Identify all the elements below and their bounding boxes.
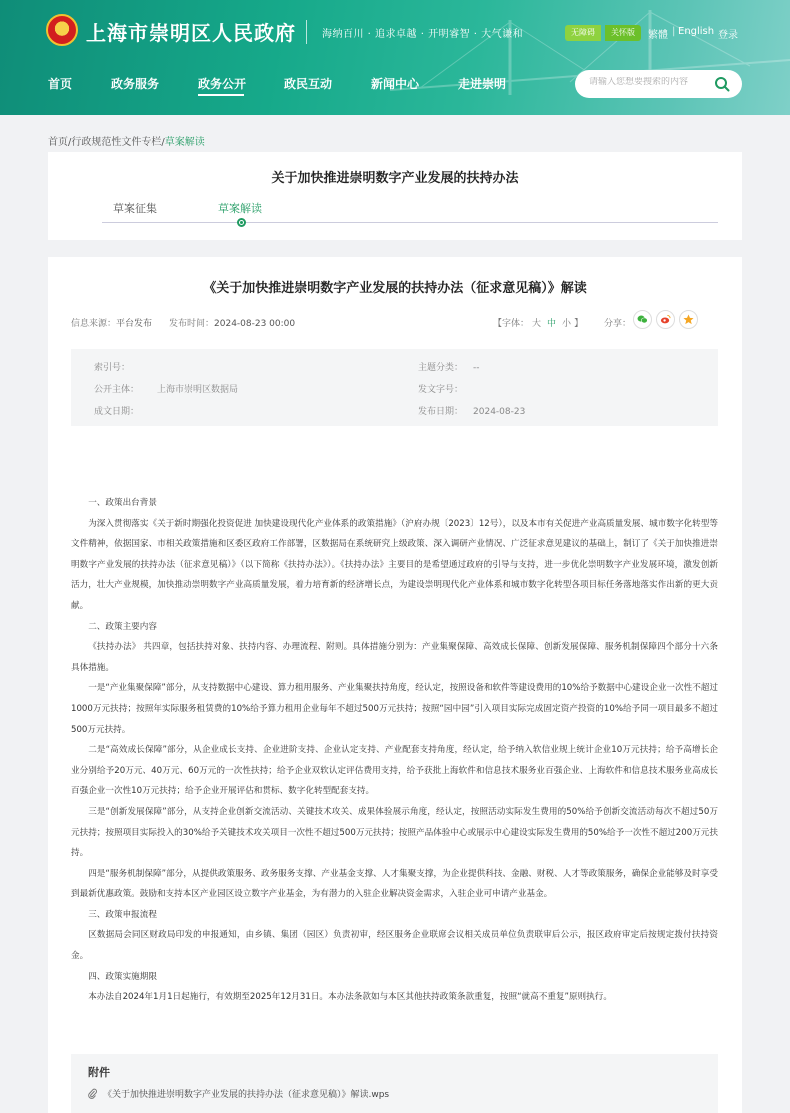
article-body: [71, 493, 718, 1008]
font-small-button[interactable]: 小: [562, 319, 572, 329]
info-published: [418, 404, 525, 417]
published-value: 2024-08-23: [473, 407, 526, 417]
publisher-value: 上海市崇明区数据局: [157, 385, 239, 395]
nav-item-news[interactable]: 新闻中心: [371, 77, 420, 91]
share-label: 分享：: [604, 319, 632, 329]
attachment-filename[interactable]: 《关于加快推进崇明数字产业发展的扶持办法（征求意见稿）》解读.wps: [103, 1090, 390, 1100]
body-paragraph: 一是“产业集聚保障”部分，从支持数据中心建设、算力租用服务、产业集聚扶持角度，经认定，按照设备和软件等建设费用的10%给予数据中心建设企业一次性不超过1000万元扶持；按照年实际服务租赁费的10%给予算力租用企业每年不超过500万元扶持；按照“园中园”引入项目实际完成固定资产投资的10%给予同一项目最多不超过500万元扶持。: [71, 683, 718, 735]
tab-draft-collection[interactable]: 草案征集: [113, 202, 157, 215]
search-icon[interactable]: [714, 76, 730, 92]
date-label: 发布时间：: [169, 319, 215, 329]
info-publisher: [94, 382, 238, 395]
traditional-chinese-link[interactable]: 繁體: [648, 30, 668, 41]
nav-item-home[interactable]: 首页: [48, 77, 73, 91]
site-slogan: 海纳百川 · 追求卓越 · 开明睿智 · 大气谦和: [322, 29, 524, 40]
login-link[interactable]: 登录: [718, 30, 738, 41]
breadcrumb-home[interactable]: 首页: [48, 137, 68, 148]
wechat-icon: [637, 314, 648, 325]
english-link[interactable]: English: [678, 26, 715, 37]
info-created: [94, 404, 157, 417]
accessible-mode-button[interactable]: 无障碍: [565, 25, 601, 41]
section-heading: 一、政策出台背景: [88, 498, 157, 508]
docno-label: 发文字号：: [418, 385, 464, 395]
tab-timeline: [102, 222, 718, 223]
created-label: 成文日期：: [94, 407, 140, 417]
topic-value: --: [473, 363, 480, 373]
index-label: 索引号：: [94, 363, 131, 373]
search-input[interactable]: [589, 77, 709, 87]
share-weibo-button[interactable]: [656, 310, 675, 329]
link-separator: |: [672, 26, 676, 37]
site-header: [0, 0, 790, 115]
breadcrumb: [48, 133, 205, 148]
breadcrumb-separator: /: [161, 137, 165, 148]
search-box: [575, 70, 742, 98]
attachment-box: [71, 1054, 718, 1113]
attachment-title: 附件: [88, 1066, 110, 1079]
active-tab-dot: [237, 218, 246, 227]
nav-active-indicator: [198, 94, 244, 96]
section-heading: 三、政策申报流程: [88, 909, 157, 920]
body-paragraph: 本办法自2024年1月1日起施行，有效期至2025年12月31日。本办法条款如与本区其他扶持政策条款重复，按照“就高不重复”原则执行。: [88, 992, 612, 1003]
nav-item-services[interactable]: 政务服务: [111, 77, 160, 91]
nav-item-interaction[interactable]: 政民互动: [284, 77, 333, 91]
font-close: 】: [574, 319, 584, 329]
publisher-label: 公开主体：: [94, 385, 140, 395]
date-value: 2024-08-23 00:00: [214, 319, 296, 329]
share-favorite-button[interactable]: [679, 310, 698, 329]
star-icon: [683, 314, 694, 325]
attachment-link[interactable]: [88, 1087, 389, 1100]
body-paragraph: 四是“服务机制保障”部分，从提供政策服务、政务服务支撑、产业基金支撑、人才集聚支撑，为企业提供科技、金融、财税、人才等政策服务，确保企业能够及时享受到最新优惠政策。鼓励和支持本区产业园区设立数字产业基金，为有潜力的入驻企业解决资金需求，入驻企业可申请产业基金。: [71, 868, 718, 900]
national-emblem-logo: [46, 14, 78, 46]
body-paragraph: 为深入贯彻落实《关于新时期强化投资促进 加快建设现代化产业体系的政策措施》（沪府办规〔2023〕12号），以及本市有关促进产业高质量发展、城市数字化转型等文件精神，依据国家、市相关政策措施和区委区政府工作部署，区数据局在系统研究上级政策、深入调研产业情况、广泛征求意见建议的基础上，制订了《关于加快推进崇明数字产业发展的扶持办法（征求意见稿）》（以下简称《扶持办法》）。《扶持办法》主要目的是希望通过政府的引导与支持，进一步优化崇明数字产业发展环境，激发创新活力，壮大产业规模，加快推动崇明数字产业高质量发展，着力培育新的经济增长点，为建设崇明现代化产业体系和城市数字化转型各项目标任务落地落实作出新的更大贡献。: [71, 518, 718, 611]
breadcrumb-section[interactable]: 行政规范性文件专栏: [71, 137, 162, 148]
font-label: 【字体：: [493, 319, 530, 329]
body-paragraph: 《扶持办法》 共四章，包括扶持对象、扶持内容、办理流程、附则。具体措施分别为：产业集聚保障、高效成长保障、创新发展保障、服务机制保障四个部分十六条具体措施。: [71, 642, 718, 673]
body-paragraph: 区数据局会同区财政局印发的申报通知，由乡镇、集团（园区）负责初审，经区服务企业联席会议相关成员单位负责联审后公示，报区政府审定后按规定拨付扶持资金。: [71, 930, 718, 962]
body-paragraph: 二是“高效成长保障”部分，从企业成长支持、企业进阶支持、企业认定支持、产业配套支持角度，经认定，给予纳入软信业规上统计企业10万元扶持；给予高增长企业分别给予20万元、40万元、60万元的一次性扶持；给予企业双软认定评估费用支持，给予获批上海软件和信息技术服务业百强企业、上海软件和信息技术服务业高成长百强企业一次性10万元扶持；给予企业开展评估和贯标、数字化转型配套支持。: [71, 745, 718, 797]
info-docno: [418, 382, 481, 395]
article-source: [71, 316, 152, 329]
section-heading: 四、政策实施期限: [88, 971, 157, 982]
title-divider: [306, 20, 307, 44]
document-info-box: [71, 349, 718, 426]
source-label: 信息来源：: [71, 319, 117, 329]
published-label: 发布日期：: [418, 407, 464, 417]
tab-draft-interpretation[interactable]: 草案解读: [218, 202, 262, 215]
breadcrumb-current: 草案解读: [164, 137, 205, 148]
share-wechat-button[interactable]: [633, 310, 652, 329]
font-size-control: [493, 316, 583, 329]
site-title[interactable]: 上海市崇明区人民政府: [86, 21, 296, 45]
article-card: [48, 257, 742, 1113]
source-value: 平台发布: [116, 319, 153, 329]
font-large-button[interactable]: 大: [532, 319, 542, 329]
paperclip-icon: [88, 1088, 97, 1099]
breadcrumb-separator: /: [68, 137, 72, 148]
article-title: 《关于加快推进崇明数字产业发展的扶持办法（征求意见稿）》解读: [203, 281, 587, 296]
policy-title: 关于加快推进崇明数字产业发展的扶持办法: [271, 171, 519, 186]
nav-item-about[interactable]: 走进崇明: [458, 77, 507, 91]
nav-item-open-government[interactable]: 政务公开: [198, 77, 247, 91]
topic-label: 主题分类：: [418, 363, 464, 373]
weibo-icon: [660, 314, 671, 325]
font-medium-button[interactable]: 中: [547, 319, 557, 329]
policy-header-card: [48, 152, 742, 240]
info-topic: [418, 360, 480, 373]
section-heading: 二、政策主要内容: [88, 621, 157, 632]
care-mode-button[interactable]: 关怀版: [605, 25, 641, 41]
body-paragraph: 三是“创新发展保障”部分，从支持企业创新交流活动、关键技术攻关、成果体验展示角度，经认定，按照活动实际发生费用的50%给予创新交流活动每次不超过50万元扶持；按照项目实际投入的30%给予关键技术攻关项目一次性不超过500万元扶持；按照产品体验中心或展示中心建设实际发生费用的50%给予一次性不超过200万元扶持。: [71, 806, 718, 859]
info-index: [94, 360, 148, 373]
article-date: [169, 316, 295, 329]
